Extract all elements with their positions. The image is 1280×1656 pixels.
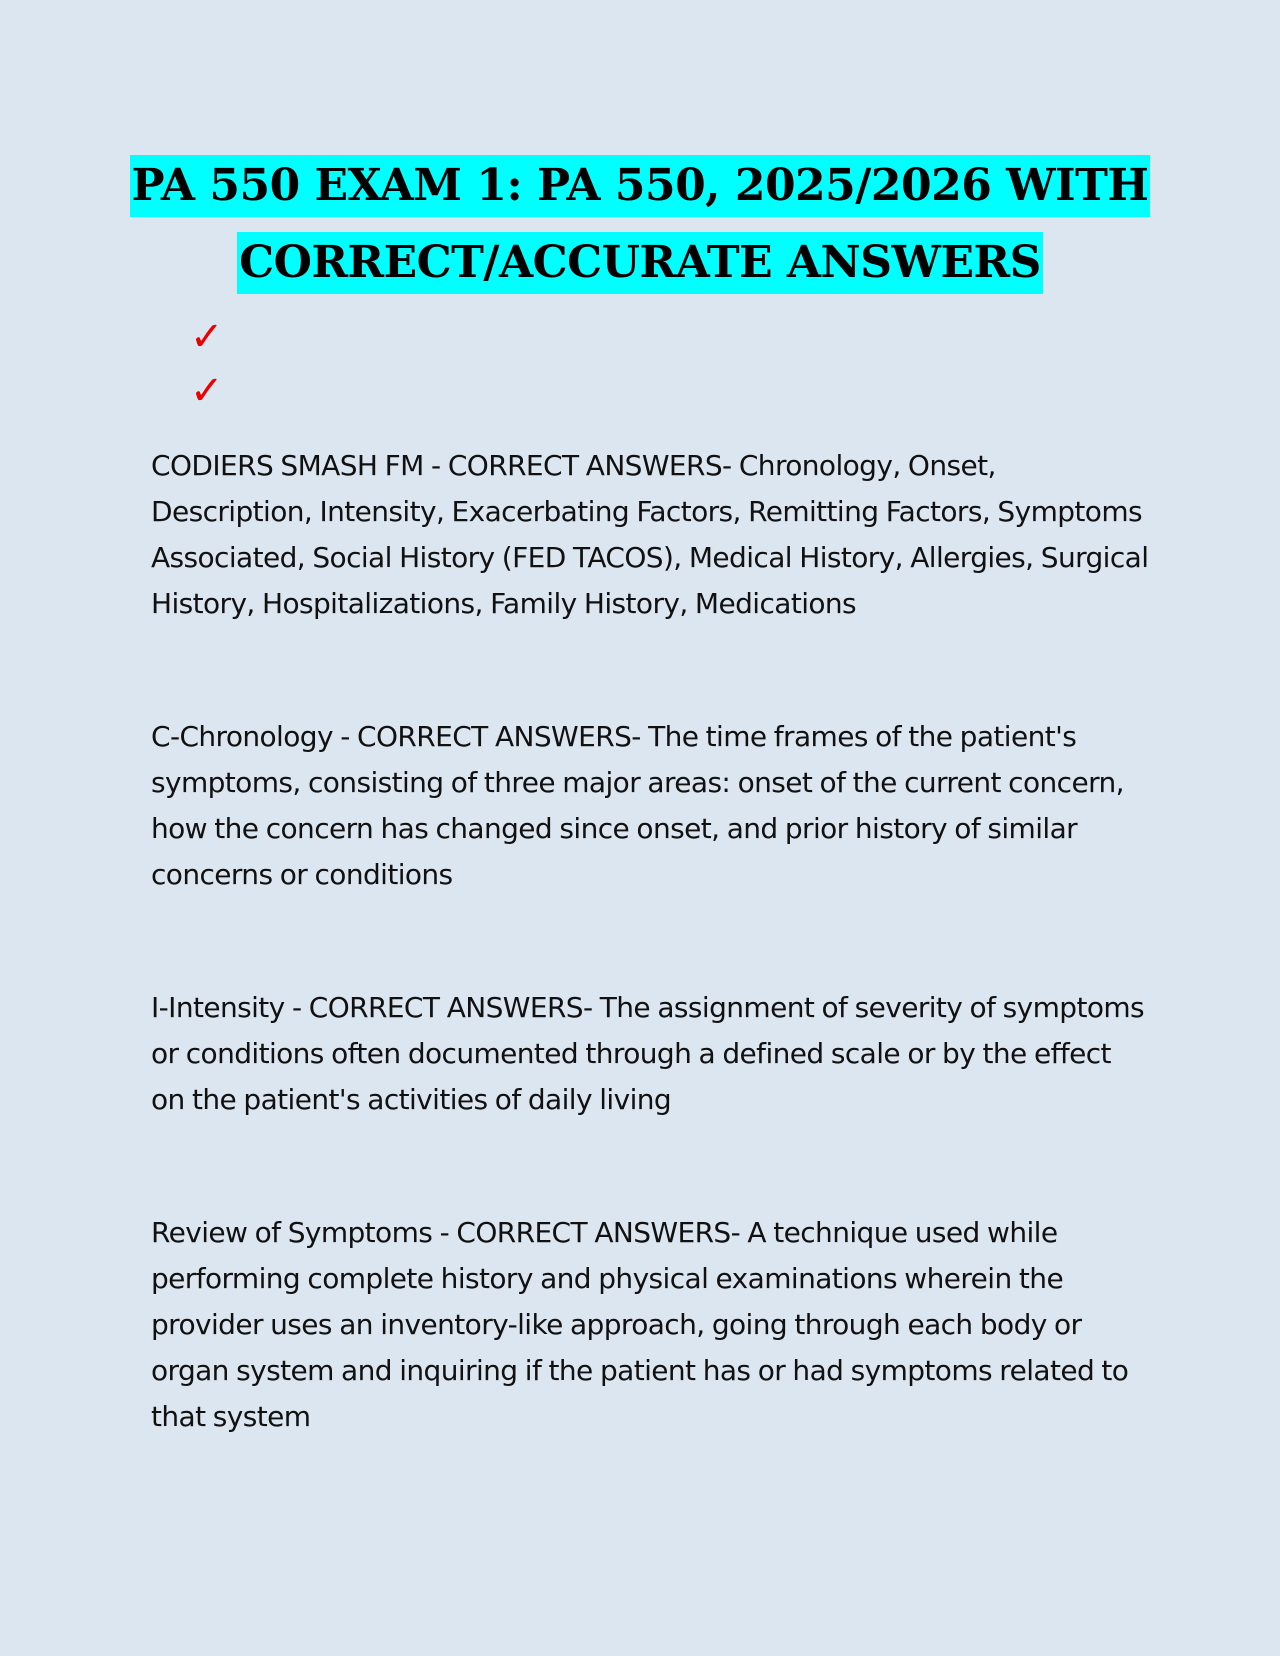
qa-term: Review of Symptoms: [151, 1216, 433, 1249]
checkmark-icon: ✓: [190, 314, 224, 360]
title-line-1: PA 550 EXAM 1: PA 550, 2025/2026 WITH: [130, 155, 1151, 217]
qa-separator: - CORRECT ANSWERS-: [432, 1216, 748, 1249]
qa-item: [151, 1210, 1151, 1440]
qa-answer: The time frames of the patient's symptoms, consisting of three major areas: onset of the current concern, how the concern has changed since onset, and prior history of similar concerns or conditions: [151, 720, 1124, 891]
checkmark-icon: ✓: [190, 368, 224, 414]
qa-answer: Chronology, Onset, Description, Intensity, Exacerbating Factors, Remitting Factors, Symptoms Associated, Social History (FED TACOS), Medical History, Allergies, Surgical History, Hospitalizations, Family History, Medications: [151, 449, 1149, 620]
qa-term: I-Intensity: [151, 991, 285, 1024]
qa-separator: - CORRECT ANSWERS-: [423, 449, 739, 482]
title-line-2: CORRECT/ACCURATE ANSWERS: [237, 232, 1043, 294]
qa-answer: A technique used while performing complete history and physical examinations wherein the provider uses an inventory-like approach, going through each body or organ system and inquiring if the patient has or had symptoms related to that system: [151, 1216, 1129, 1433]
qa-item: [151, 985, 1151, 1123]
qa-separator: - CORRECT ANSWERS-: [332, 720, 649, 753]
checkmark-list: [190, 310, 224, 418]
qa-item: [151, 714, 1151, 898]
qa-term: CODIERS SMASH FM: [151, 449, 424, 482]
qa-answer: The assignment of severity of symptoms or conditions often documented through a defined scale or by the effect on the patient's activities of daily living: [151, 991, 1145, 1116]
qa-term: C-Chronology: [151, 720, 333, 753]
qa-separator: - CORRECT ANSWERS-: [284, 991, 600, 1024]
document-title: [120, 150, 1160, 304]
qa-item: [151, 443, 1151, 627]
